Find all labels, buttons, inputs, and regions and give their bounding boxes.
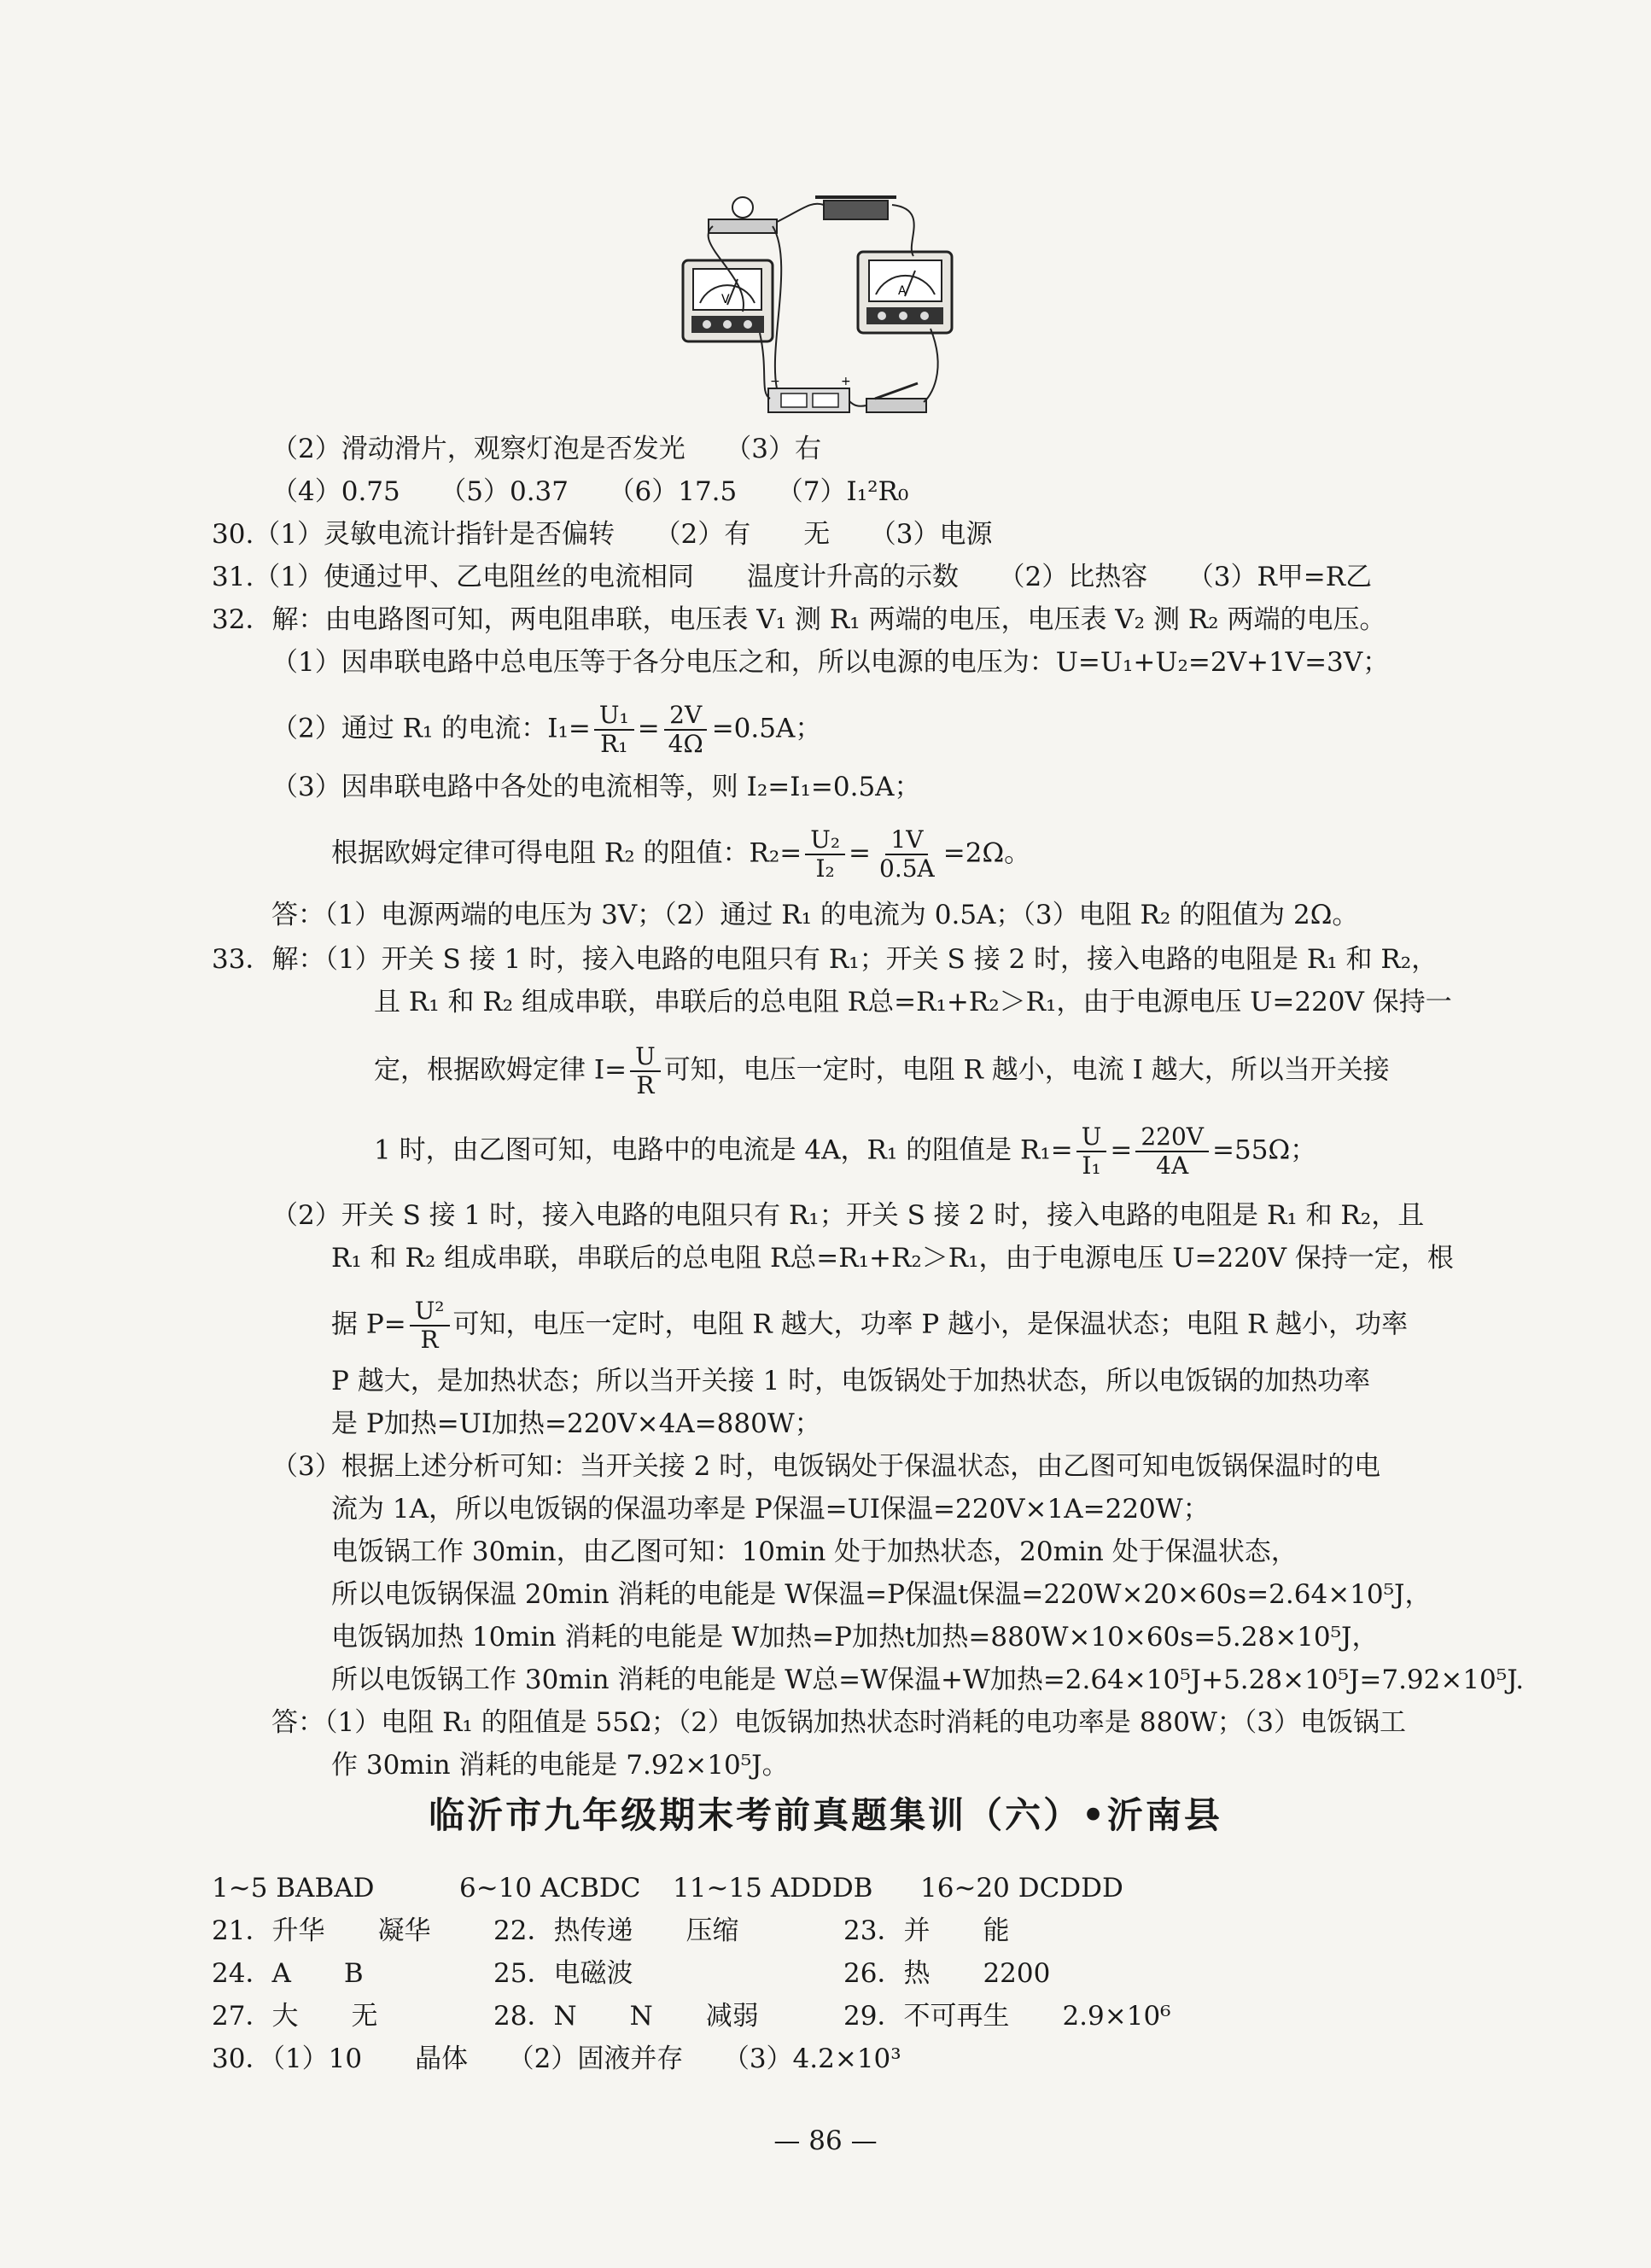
circuit-diagram bbox=[674, 175, 965, 431]
q29-line2: （2）滑动滑片，观察灯泡是否发光 （3）右 bbox=[271, 434, 821, 464]
q32-intro: 32．解：由电路图可知，两电阻串联，电压表 V₁ 测 R₁ 两端的电压，电压表 V₂ 测 R₂ 两端的电压。 bbox=[212, 604, 1386, 635]
fill-21: 21．升华 凝华 bbox=[212, 1915, 431, 1946]
ammeter-label: A bbox=[898, 284, 907, 298]
fraction-1v-05a: $\frac{1V}{0.5A}$ bbox=[879, 825, 935, 883]
mc-1-5: 1~5 BABAD bbox=[212, 1873, 375, 1904]
switch bbox=[866, 399, 926, 412]
fill-28: 28．N N 减弱 bbox=[493, 2001, 759, 2032]
q33-line3: 定，根据欧姆定律 I= $\frac{U}{R}$ 可知，电压一定时，电阻 R 越小，电流 I 越大，所以当开关接 bbox=[374, 1042, 1390, 1099]
fraction-u1-r1: $\frac{\text{U₁}}{\text{R₁}}$ bbox=[594, 702, 634, 758]
rheostat bbox=[824, 201, 888, 219]
mc-6-10: 6~10 ACBDC bbox=[459, 1873, 641, 1904]
q33-line2: 且 R₁ 和 R₂ 组成串联，串联后的总电阻 R总=R₁+R₂＞R₁，由于电源电压 U=220V 保持一 bbox=[374, 987, 1452, 1017]
fraction-2v-4ohm: $\frac{2V}{4\Omega}$ bbox=[663, 702, 709, 758]
mc-11-15: 11~15 ADDDB bbox=[673, 1873, 873, 1904]
q33-line6: R₁ 和 R₂ 组成串联，串联后的总电阻 R总=R₁+R₂＞R₁，由于电源电压 U=220V 保持一定，根 bbox=[331, 1243, 1454, 1274]
q33-answer2: 作 30min 消耗的电能是 7.92×10⁵J。 bbox=[331, 1750, 789, 1781]
q30-line: 30.（1）灵敏电流计指针是否偏转 （2）有 无 （3）电源 bbox=[212, 519, 993, 550]
q33-line9: 是 P加热=UI加热=220V×4A=880W； bbox=[331, 1408, 821, 1439]
q32-part1: （1）因串联电路中总电压等于各分电压之和，所以电源的电压为：U=U₁+U₂=2V+1V=3V； bbox=[271, 647, 1390, 678]
page-number: — 86 — bbox=[773, 2125, 878, 2156]
bulb-board bbox=[709, 219, 777, 233]
bulb bbox=[732, 197, 753, 218]
q33-line7: 据 P= $\frac{\text{U²}}{R}$ 可知，电压一定时，电阻 R 越大，功率 P 越小，是保温状态；电阻 R 越小，功率 bbox=[331, 1297, 1409, 1354]
q33-line1: 33．解：（1）开关 S 接 1 时，接入电路的电阻只有 R₁；开关 S 接 2 时，接入电路的电阻是 R₁ 和 R₂， bbox=[212, 944, 1438, 975]
battery-minus: − bbox=[770, 375, 780, 388]
q32-part2: （2）通过 R₁ 的电流：I₁= $\frac{\text{U₁}}{\text{R₁}}$ = $\frac{2V}{4\Omega}$ =0.5A； bbox=[271, 701, 822, 758]
section-title: 临沂市九年级期末考前真题集训（六）•沂南县 bbox=[429, 1794, 1222, 1836]
fill-25: 25．电磁波 bbox=[493, 1958, 633, 1989]
q32-part4: 根据欧姆定律可得电阻 R₂ 的阻值：R₂= $\frac{\text{U₂}}{\text{I₂}}$ = $\frac{1V}{0.5A}$ =2Ω。 bbox=[331, 825, 1031, 883]
battery-plus: + bbox=[841, 375, 851, 388]
q31-line: 31.（1）使通过甲、乙电阻丝的电流相同 温度计升高的示数 （2）比热容 （3）R甲=R乙 bbox=[212, 562, 1373, 592]
fraction-u2-i2: $\frac{\text{U₂}}{\text{I₂}}$ bbox=[805, 826, 845, 883]
q33-line10: （3）根据上述分析可知：当开关接 2 时，电饭锅处于保温状态，由乙图可知电饭锅保温时的电 bbox=[271, 1451, 1381, 1482]
q32-part3: （3）因串联电路中各处的电流相等，则 I₂=I₁=0.5A； bbox=[271, 772, 921, 802]
fill-29: 29．不可再生 2.9×10⁶ bbox=[843, 2001, 1171, 2032]
q33-line13: 所以电饭锅保温 20min 消耗的电能是 W保温=P保温t保温=220W×20×60s=2.64×10⁵J， bbox=[331, 1579, 1432, 1610]
fill-22: 22．热传递 压缩 bbox=[493, 1915, 739, 1946]
q33-line11: 流为 1A，所以电饭锅的保温功率是 P保温=UI保温=220V×1A=220W； bbox=[331, 1494, 1210, 1525]
mc-16-20: 16~20 DCDDD bbox=[920, 1873, 1123, 1904]
q32-answer: 答：（1）电源两端的电压为 3V；（2）通过 R₁ 的电流为 0.5A；（3）电阻 R₂ 的阻值为 2Ω。 bbox=[271, 900, 1359, 930]
q33-line12: 电饭锅工作 30min，由乙图可知：10min 处于加热状态，20min 处于保温状态， bbox=[331, 1536, 1298, 1567]
fill-23: 23．并 能 bbox=[843, 1915, 1010, 1946]
q33-line14: 电饭锅加热 10min 消耗的电能是 W加热=P加热t加热=880W×10×60s=5.28×10⁵J， bbox=[331, 1622, 1379, 1653]
q33-line15: 所以电饭锅工作 30min 消耗的电能是 W总=W保温+W加热=2.64×10⁵J+5.28×10⁵J=7.92×10⁵J. bbox=[331, 1665, 1525, 1695]
q33-line4: 1 时，由乙图可知，电路中的电流是 4A，R₁ 的阻值是 R₁= $\frac{U}{\text{I₁}}$ = $\frac{220V}{4A}$ =55Ω； bbox=[374, 1122, 1317, 1180]
fill-30: 30．（1）10 晶体 （2）固液并存 （3）4.2×10³ bbox=[212, 2044, 901, 2074]
fill-27: 27．大 无 bbox=[212, 2001, 378, 2032]
voltmeter-label: V bbox=[721, 293, 730, 306]
q33-line8: P 越大，是加热状态；所以当开关接 1 时，电饭锅处于加热状态，所以电饭锅的加热功率 bbox=[331, 1366, 1371, 1396]
fill-24: 24．A B bbox=[212, 1958, 364, 1989]
q33-answer1: 答：（1）电阻 R₁ 的阻值是 55Ω；（2）电饭锅加热状态时消耗的电功率是 880W；（3）电饭锅工 bbox=[271, 1707, 1407, 1738]
q29-line3: （4）0.75 （5）0.37 （6）17.5 （7）I₁²R₀ bbox=[271, 476, 909, 507]
fill-26: 26．热 2200 bbox=[843, 1958, 1051, 1989]
q33-line5: （2）开关 S 接 1 时，接入电路的电阻只有 R₁；开关 S 接 2 时，接入电路的电阻是 R₁ 和 R₂，且 bbox=[271, 1200, 1425, 1231]
